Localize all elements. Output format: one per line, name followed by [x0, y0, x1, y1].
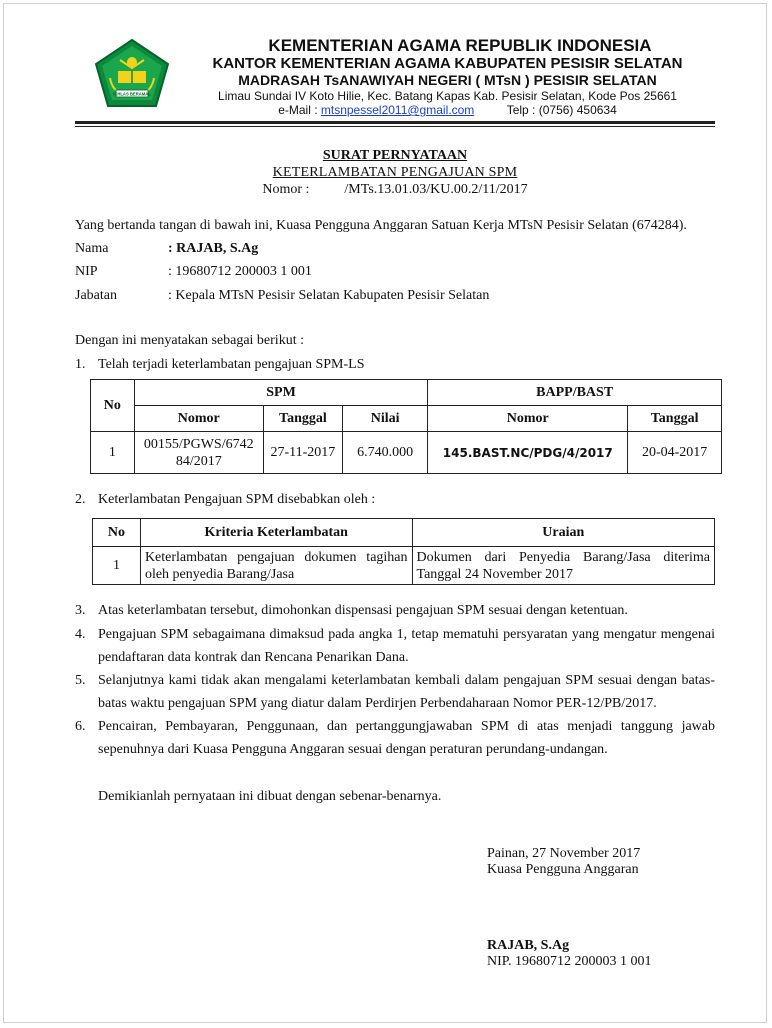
- identity-label-nip: NIP: [75, 264, 98, 279]
- signature-nip: NIP. 19680712 200003 1 001: [487, 954, 652, 969]
- logo-motto: IKHLAS BERAMAL: [113, 91, 151, 97]
- cell-kriteria-line1: Keterlambatan pengajuan dokumen tagihan: [144, 549, 408, 565]
- cell-bast-tanggal: 20-04-2017: [628, 432, 722, 474]
- table-row: [93, 547, 715, 585]
- reason-table: [92, 518, 715, 585]
- kemenag-logo: [92, 38, 172, 110]
- item-1-text: Telah terjadi keterlambatan pengajuan SPM-LS: [98, 357, 365, 372]
- item-3-text: Atas keterlambatan tersebut, dimohonkan dispensasi pengajuan SPM sesuai dengan ketentuan.: [98, 603, 628, 618]
- cell-kriteria: [140, 547, 412, 585]
- kop-line-3: MADRASAH TsANAWIYAH NEGERI ( MTsN ) PESISIR SELATAN: [238, 72, 657, 88]
- kop-address: Limau Sundai IV Koto Hilie, Kec. Batang Kapas Kab. Pesisir Selatan, Kode Pos 25661: [218, 89, 677, 103]
- cell-uraian: [412, 547, 714, 585]
- th-bapp: BAPP/BAST: [428, 380, 722, 406]
- telp-text: Telp : (0756) 450634: [506, 103, 617, 117]
- item-6-line1: Pencairan, Pembayaran, Penggunaan, dan pertanggungjawaban SPM di atas menjadi tanggung jawab: [98, 719, 715, 734]
- item-4-line1: Pengajuan SPM sebagaimana dimaksud pada angka 1, tetap mematuhi persyaratan yang mengatur mengenai: [98, 627, 715, 642]
- intro-text: Yang bertanda tangan di bawah ini, Kuasa Pengguna Anggaran Satuan Kerja MTsN Pesisir Selatan (674284).: [75, 218, 687, 233]
- header-rule-thick: [75, 121, 715, 124]
- item-4-line2: pendaftaran data kontrak dan Rencana Penarikan Dana.: [98, 650, 409, 665]
- item-6-number: 6.: [75, 719, 86, 734]
- cell-bast-nomor: 145.BAST.NC/PDG/4/2017: [428, 432, 628, 474]
- th-uraian: Uraian: [412, 519, 714, 547]
- cell-no: 1: [93, 547, 141, 585]
- cell-spm-tanggal: 27-11-2017: [263, 432, 342, 474]
- item-5-number: 5.: [75, 673, 86, 688]
- item-3-number: 3.: [75, 603, 86, 618]
- signature-name: RAJAB, S.Ag: [487, 938, 570, 953]
- item-5-line1: Selanjutnya kami tidak akan mengalami keterlambatan kembali dalam pengajuan SPM sesuai dengan batas-: [98, 673, 715, 688]
- email-label: e-Mail :: [278, 103, 318, 117]
- closing-text: Demikianlah pernyataan ini dibuat dengan sebenar-benarnya.: [98, 789, 442, 804]
- cell-uraian-line1: Dokumen dari Penyedia Barang/Jasa diterima: [416, 549, 710, 565]
- kop-line-2: KANTOR KEMENTERIAN AGAMA KABUPATEN PESISIR SELATAN: [212, 55, 683, 72]
- signature-role: Kuasa Pengguna Anggaran: [487, 862, 639, 877]
- th-no: No: [93, 519, 141, 547]
- cell-spm-nilai: 6.740.000: [342, 432, 427, 474]
- cell-spm-nomor-line1: 00155/PGWS/6742: [143, 436, 254, 452]
- item-1-number: 1.: [75, 357, 86, 372]
- statement-text: Dengan ini menyatakan sebagai berikut :: [75, 333, 304, 348]
- th-no: No: [91, 380, 135, 432]
- kop-contact: [180, 103, 715, 117]
- th-nomor: Nomor: [134, 406, 263, 432]
- signature-place-date: Painan, 27 November 2017: [487, 846, 641, 861]
- kop-line-1: KEMENTERIAN AGAMA REPUBLIK INDONESIA: [268, 36, 652, 55]
- th-spm: SPM: [134, 380, 428, 406]
- cell-kriteria-line2: oleh penyedia Barang/Jasa: [144, 566, 295, 582]
- th-kriteria: Kriteria Keterlambatan: [140, 519, 412, 547]
- identity-value-nip: : 19680712 200003 1 001: [168, 264, 312, 279]
- doc-number: [75, 182, 715, 198]
- identity-label-nama: Nama: [75, 241, 109, 256]
- doc-subtitle: KETERLAMBATAN PENGAJUAN SPM: [272, 165, 518, 180]
- table-row: [91, 432, 722, 474]
- cell-spm-nomor: [134, 432, 263, 474]
- th-tanggal: Tanggal: [263, 406, 342, 432]
- item-2-text: Keterlambatan Pengajuan SPM disebabkan oleh :: [98, 492, 376, 507]
- cell-spm-nomor-line2: 84/2017: [175, 453, 222, 469]
- identity-value-nama: : RAJAB, S.Ag: [168, 241, 259, 256]
- cell-no: 1: [91, 432, 135, 474]
- spm-table: [90, 379, 722, 474]
- th-nomor-bast: Nomor: [428, 406, 628, 432]
- identity-label-jabatan: Jabatan: [75, 288, 117, 303]
- nomor-value: /MTs.13.01.03/KU.00.2/11/2017: [344, 182, 528, 197]
- nomor-label: Nomor :: [262, 182, 310, 197]
- identity-value-jabatan: : Kepala MTsN Pesisir Selatan Kabupaten Pesisir Selatan: [168, 288, 490, 303]
- th-nilai: Nilai: [342, 406, 427, 432]
- doc-title: SURAT PERNYATAAN: [322, 148, 468, 163]
- item-4-number: 4.: [75, 627, 86, 642]
- item-2-number: 2.: [75, 492, 86, 507]
- header-rule-thin: [75, 126, 715, 127]
- email-link[interactable]: mtsnpessel2011@gmail.com: [320, 103, 475, 117]
- cell-uraian-line2: Tanggal 24 November 2017: [416, 566, 573, 582]
- item-6-line2: sepenuhnya dari Kuasa Pengguna Anggaran sesuai dengan peraturan perundang-undangan.: [98, 742, 608, 757]
- th-tanggal-bast: Tanggal: [628, 406, 722, 432]
- item-5-line2: batas waktu pengajuan SPM yang diatur dalam Perdirjen Perbendaharaan Nomor PER-12/PB/2017.: [98, 696, 657, 711]
